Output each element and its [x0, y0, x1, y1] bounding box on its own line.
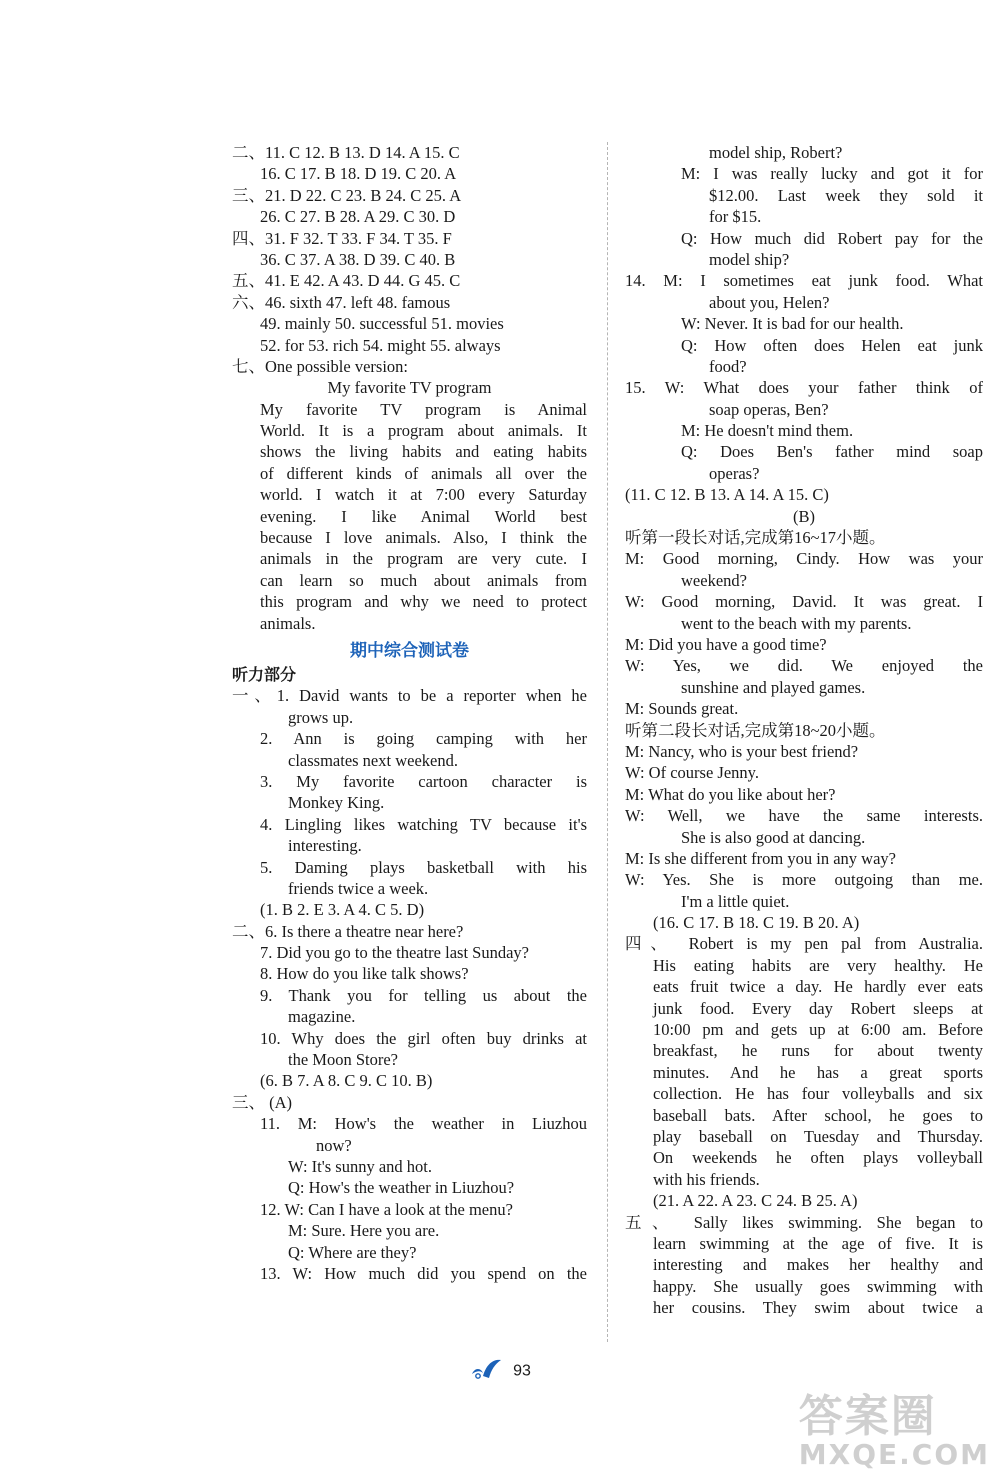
text-line: M: I was really lucky and got it for	[681, 164, 983, 184]
text-line: world. I watch it at 7:00 every Saturday	[260, 485, 587, 505]
text-line: W: Well, we have the same interests.	[625, 806, 983, 826]
text-line: 5. Daming plays basketball with his	[260, 857, 587, 877]
text-line: learn swimming at the age of five. It is	[653, 1233, 983, 1253]
text-line: (11. C 12. B 13. A 14. A 15. C)	[625, 485, 829, 505]
text-line: friends twice a week.	[288, 878, 429, 898]
text-line: M: Sounds great.	[625, 699, 739, 719]
text-line: this program and why we need to protect	[260, 592, 587, 612]
text-line: can learn so much about animals from	[260, 570, 587, 590]
text-line: W: It's sunny and hot.	[288, 1156, 432, 1176]
text-line: $12.00. Last week they sold it	[709, 185, 983, 205]
text-line: 10. Why does the girl often buy drinks at	[260, 1028, 587, 1048]
watermark-logo: 答案圈	[798, 1391, 937, 1442]
text-line: 2. Ann is going camping with her	[260, 729, 587, 749]
text-line: of different kinds of animals all over the	[260, 463, 587, 483]
text-line: animals.	[260, 613, 316, 633]
text-line: M: Good morning, Cindy. How was your	[625, 549, 983, 569]
text-line: model ship, Robert?	[709, 143, 843, 162]
text-line: Q: Does Ben's father mind soap	[681, 442, 983, 462]
text-line: 二、6. Is there a theatre near here?	[232, 921, 464, 941]
text-line: breakfast, he runs for about twenty	[653, 1041, 983, 1061]
text-line: 12. W: Can I have a look at the menu?	[260, 1199, 513, 1219]
text-line: 14. M: I sometimes eat junk food. What	[625, 271, 983, 291]
text-line: W: Of course Jenny.	[625, 763, 759, 783]
text-line: soap operas, Ben?	[709, 399, 829, 419]
text-line: baseball bats. After school, he goes to	[653, 1105, 983, 1125]
text-line: 52. for 53. rich 54. might 55. always	[260, 335, 501, 355]
text-line: now?	[316, 1135, 352, 1155]
text-line: Q: Where are they?	[288, 1242, 417, 1262]
text-line: junk food. Every day Robert sleeps at	[653, 998, 983, 1018]
text-line: 4. Lingling likes watching TV because it's	[260, 814, 587, 834]
text-line: 六、46. sixth 47. left 48. famous	[232, 292, 451, 312]
text-line: 8. How do you like talk shows?	[260, 964, 469, 984]
text-line: interesting.	[288, 836, 362, 856]
text-line: collection. He has four volleyballs and six	[653, 1084, 983, 1104]
text-line: magazine.	[288, 1007, 356, 1027]
text-line: 听第一段长对话,完成第16~17小题。	[625, 528, 886, 548]
text-line: Q: How often does Helen eat junk	[681, 335, 983, 355]
text-line: interesting and makes her healthy and	[653, 1255, 983, 1275]
text-line: eats fruit twice a day. He hardly ever eats	[653, 977, 983, 997]
text-line: play baseball on Tuesday and Thursday.	[653, 1126, 983, 1146]
left-column	[232, 142, 587, 1284]
text-line: 期中综合测试卷	[350, 640, 469, 661]
page-number: 93	[513, 1362, 531, 1380]
text-line: 10:00 pm and gets up at 6:00 am. Before	[653, 1020, 983, 1040]
text-line: 二、11. C 12. B 13. D 14. A 15. C	[232, 143, 460, 162]
text-line: with his friends.	[653, 1169, 760, 1189]
text-line: Q: How much did Robert pay for the	[681, 228, 983, 248]
watermark-url: MXQE.COM	[798, 1438, 990, 1471]
text-line: weekend?	[681, 570, 747, 590]
text-line: her cousins. They swim about twice a	[653, 1298, 983, 1318]
text-line: (6. B 7. A 8. C 9. C 10. B)	[260, 1071, 433, 1091]
text-line: 听力部分	[232, 664, 297, 684]
text-line: 四、 Robert is my pen pal from Australia.	[625, 934, 983, 954]
text-line: M: What do you like about her?	[625, 784, 836, 804]
text-line: (16. C 17. B 18. C 19. B 20. A)	[653, 913, 860, 933]
text-line: (21. A 22. A 23. C 24. B 25. A)	[653, 1191, 858, 1211]
text-line: M: Did you have a good time?	[625, 634, 827, 654]
text-line: 16. C 17. B 18. D 19. C 20. A	[260, 164, 457, 184]
text-line: His eating habits are very healthy. He	[653, 955, 983, 975]
text-line: operas?	[709, 463, 760, 483]
text-line: 49. mainly 50. successful 51. movies	[260, 314, 504, 334]
text-line: the Moon Store?	[288, 1050, 398, 1070]
text-line: minutes. And he has a great sports	[653, 1062, 983, 1082]
text-line: for $15.	[709, 207, 762, 227]
text-line: 3. My favorite cartoon character is	[260, 771, 587, 791]
text-line: 15. W: What does your father think of	[625, 378, 983, 398]
text-line: On weekends he often plays volleyball	[653, 1148, 983, 1168]
text-line: classmates next weekend.	[288, 750, 458, 770]
watermark	[799, 1380, 990, 1471]
text-line: World. It is a program about animals. It	[260, 421, 587, 441]
text-line: 7. Did you go to the theatre last Sunday?	[260, 943, 529, 963]
text-line: 四、31. F 32. T 33. F 34. T 35. F	[232, 228, 452, 248]
text-line: about you, Helen?	[709, 292, 830, 312]
text-line: model ship?	[709, 249, 790, 269]
text-line: 26. C 27. B 28. A 29. C 30. D	[260, 207, 456, 227]
text-line: shows the living habits and eating habits	[260, 442, 587, 462]
text-line: 听第二段长对话,完成第18~20小题。	[625, 720, 886, 740]
text-line: animals in the program are very cute. I	[260, 549, 587, 569]
text-line: 三、21. D 22. C 23. B 24. C 25. A	[232, 185, 462, 205]
text-line: 三、 (A)	[232, 1092, 293, 1112]
text-line: happy. She usually goes swimming with	[653, 1276, 983, 1296]
text-line: My favorite TV program is Animal	[260, 399, 587, 419]
text-line: (1. B 2. E 3. A 4. C 5. D)	[260, 900, 425, 920]
text-line: because I love animals. Also, I think the	[260, 528, 587, 548]
text-line: 11. M: How's the weather in Liuzhou	[260, 1114, 587, 1134]
text-line: W: Good morning, David. It was great. I	[625, 592, 983, 612]
text-line: M: He doesn't mind them.	[681, 421, 854, 441]
text-line: She is also good at dancing.	[681, 827, 866, 847]
text-line: W: Yes. She is more outgoing than me.	[625, 870, 983, 890]
text-line: (B)	[793, 506, 815, 526]
text-line: went to the beach with my parents.	[681, 613, 912, 633]
right-column	[625, 142, 983, 1318]
text-line: 五、41. E 42. A 43. D 44. G 45. C	[232, 271, 461, 291]
text-line: Q: How's the weather in Liuzhou?	[288, 1178, 515, 1198]
text-line: M: Nancy, who is your best friend?	[625, 741, 859, 761]
text-line: 五、 Sally likes swimming. She began to	[625, 1212, 983, 1232]
text-line: M: Is she different from you in any way?	[625, 848, 896, 868]
text-line: I'm a little quiet.	[681, 891, 790, 911]
text-line: 七、One possible version:	[232, 356, 408, 376]
text-line: food?	[709, 356, 747, 376]
text-line: W: Yes, we did. We enjoyed the	[625, 656, 983, 676]
text-line: 一、1. David wants to be a reporter when he	[232, 686, 587, 706]
text-line: 13. W: How much did you spend on the	[260, 1263, 587, 1283]
text-line: M: Sure. Here you are.	[288, 1221, 440, 1241]
text-line: 9. Thank you for telling us about the	[260, 985, 587, 1005]
text-line: sunshine and played games.	[681, 677, 866, 697]
column-divider	[607, 142, 608, 1342]
bird-ornament-icon	[469, 1356, 503, 1387]
text-line: W: Never. It is bad for our health.	[681, 314, 904, 334]
text-line: Monkey King.	[288, 793, 385, 813]
text-line: grows up.	[288, 707, 354, 727]
text-line: My favorite TV program	[327, 378, 492, 398]
text-line: 36. C 37. A 38. D 39. C 40. B	[260, 249, 456, 269]
text-line: evening. I like Animal World best	[260, 506, 587, 526]
